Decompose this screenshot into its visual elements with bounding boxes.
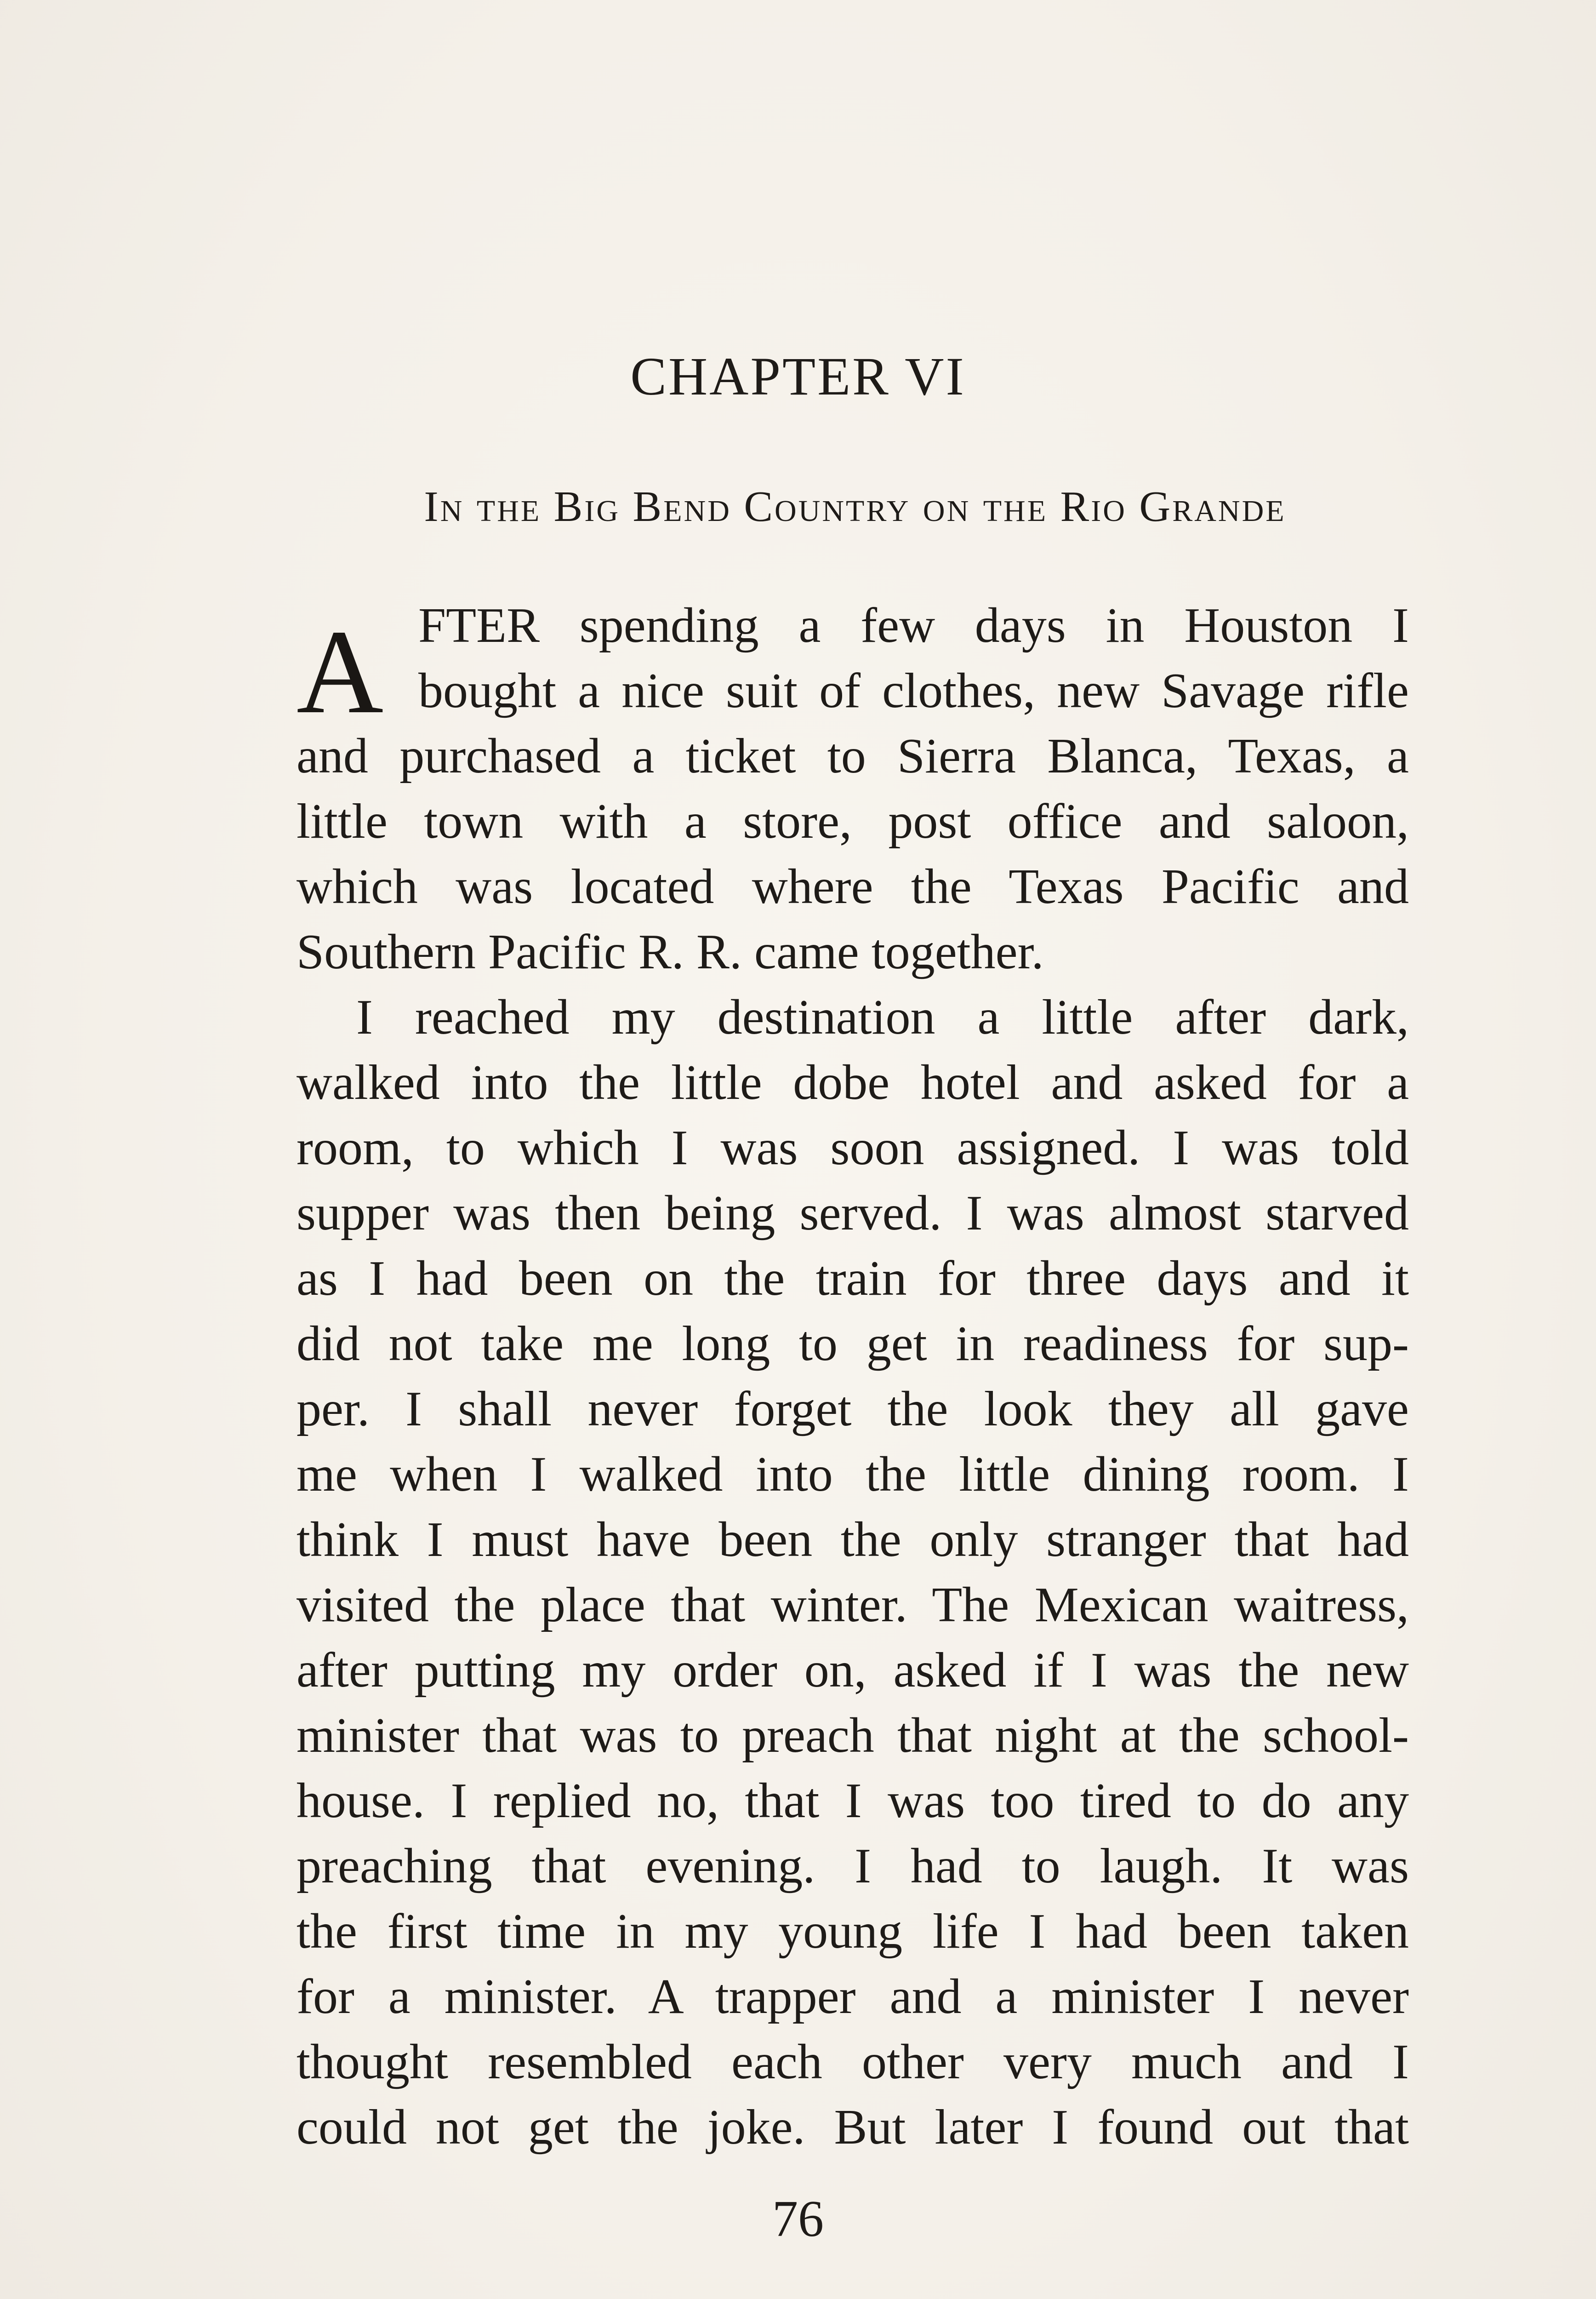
text-line: thought resembled each other very much and I: [296, 2035, 1409, 2089]
text-line: which was located where the Texas Pacific and: [296, 859, 1409, 914]
text-line: could not get the joke. But later I found out that: [296, 2100, 1409, 2155]
chapter-title: CHAPTER VI: [630, 346, 966, 406]
text-line: walked into the little dobe hotel and asked for a: [296, 1055, 1409, 1110]
chapter-subtitle: In the Big Bend Country on the Rio Grande: [424, 483, 1286, 531]
text-line: visited the place that winter. The Mexican waitress,: [296, 1578, 1409, 1632]
text-line: Southern Pacific R. R. came together.: [296, 925, 1044, 979]
text-line: after putting my order on, asked if I was the new: [296, 1643, 1409, 1698]
text-line: FTER spending a few days in Houston I: [418, 598, 1409, 653]
text-line: per. I shall never forget the look they all gave: [296, 1382, 1409, 1436]
body-text: [296, 593, 1409, 2160]
text-line: think I must have been the only stranger that had: [296, 1512, 1409, 1567]
text-line: and purchased a ticket to Sierra Blanca, Texas, a: [296, 729, 1409, 783]
text-line: supper was then being served. I was almost starved: [296, 1186, 1409, 1241]
text-line: minister that was to preach that night at the school-: [296, 1708, 1409, 1763]
page-number: 76: [772, 2190, 824, 2248]
text-line: preaching that evening. I had to laugh. It was: [296, 1839, 1409, 1893]
text-line: I reached my destination a little after dark,: [356, 990, 1409, 1045]
text-line: room, to which I was soon assigned. I was told: [296, 1121, 1409, 1175]
text-line: for a minister. A trapper and a minister I never: [296, 1969, 1409, 2024]
text-line: house. I replied no, that I was too tired to do any: [296, 1773, 1409, 1828]
text-line: bought a nice suit of clothes, new Savage rifle: [418, 663, 1409, 718]
text-line: did not take me long to get in readiness for sup-: [296, 1316, 1409, 1371]
text-line: the first time in my young life I had been taken: [296, 1904, 1409, 1959]
text-line: as I had been on the train for three days and it: [296, 1251, 1409, 1306]
text-line: little town with a store, post office and saloon,: [296, 794, 1409, 849]
drop-cap: A: [296, 605, 384, 738]
text-line: me when I walked into the little dining room. I: [296, 1447, 1409, 1502]
